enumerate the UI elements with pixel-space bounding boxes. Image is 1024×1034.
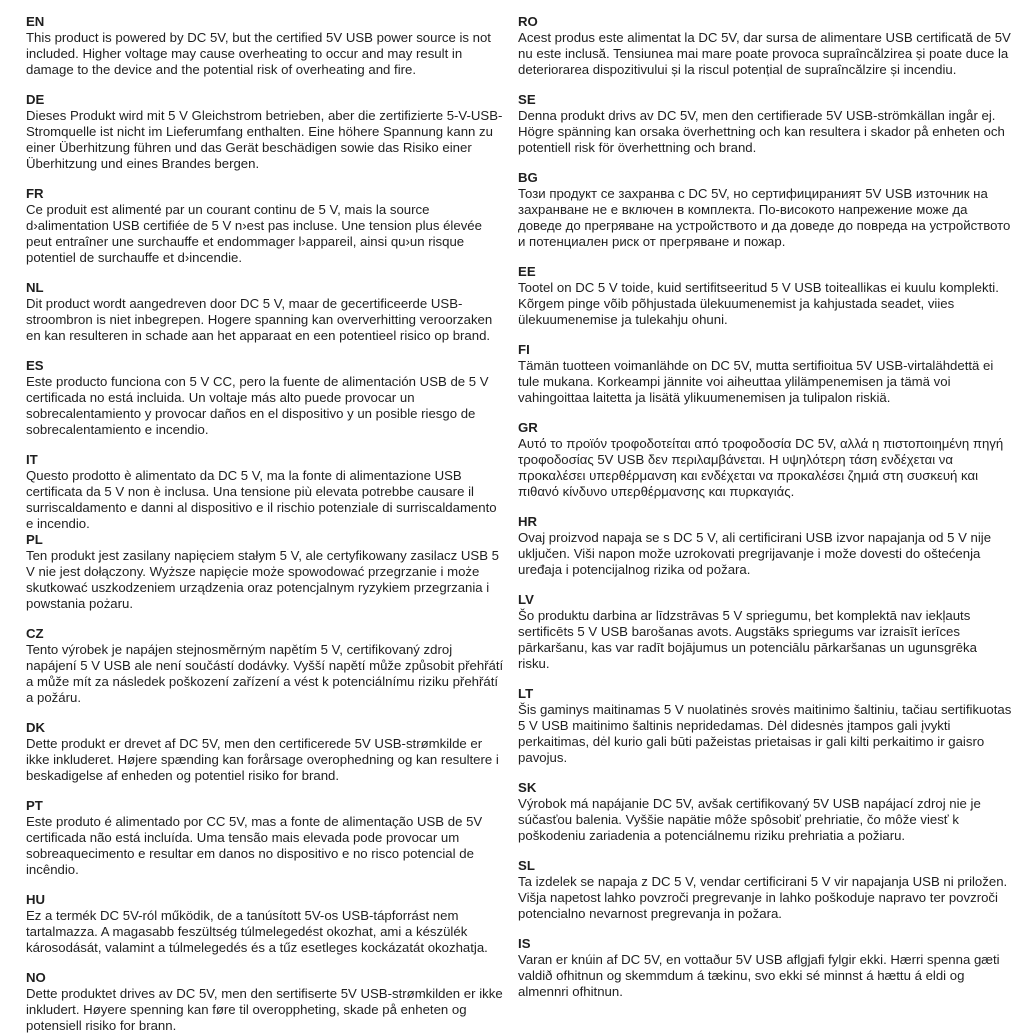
language-paragraph: Denna produkt drivs av DC 5V, men den certifierade 5V USB-strömkällan ingår ej. Högre spänning kan orsaka överhettning och kan resultera i skador på enheten och potentiell risk för överhettning och brand.	[518, 108, 1005, 155]
language-code-heading: LT	[518, 686, 534, 701]
language-paragraph: Dette produkt er drevet af DC 5V, men den certificerede 5V USB-strømkilde er ikke inkluderet. Højere spænding kan forårsage overophedning og kan resultere i beskadigelse af enheden og potentiel risiko for brand.	[26, 736, 499, 783]
language-code-heading: SE	[518, 92, 536, 107]
language-section-is	[518, 936, 1012, 1000]
language-section-fi	[518, 342, 1012, 406]
language-section-bg	[518, 170, 1012, 250]
column-left	[26, 14, 506, 1033]
language-code-heading: DE	[26, 92, 45, 107]
language-paragraph: Dieses Produkt wird mit 5 V Gleichstrom betrieben, aber die zertifizierte 5-V-USB-Stromquelle ist nicht im Lieferumfang enthalten. Eine höhere Spannung kann zu einer Überhitzung führen und das Gerät beschädigen sowie das Risiko einer Überhitzung und eines Brandes bergen.	[26, 108, 503, 171]
language-paragraph: Този продукт се захранва с DC 5V, но сертифицираният 5V USB източник на захранване не е включен в комплекта. По-високото напрежение може да доведе до прегряване на устройството и да доведе до повреда на устройството и потенциален риск от прегряване и пожар.	[518, 186, 1011, 249]
language-section-es	[26, 358, 506, 438]
language-section-sk	[518, 780, 1012, 844]
language-section-pt	[26, 798, 506, 878]
language-section-fr	[26, 186, 506, 266]
language-paragraph: Ez a termék DC 5V-ról működik, de a tanúsított 5V-os USB-tápforrást nem tartalmazza. A magasabb feszültség túlmelegedést okozhat, ami a készülék károsodását, valamint a túlmelegedés és a tűz esetleges kockázatát okozhatja.	[26, 908, 488, 955]
language-code-heading: LV	[518, 592, 534, 607]
language-code-heading: ES	[26, 358, 44, 373]
language-section-se	[518, 92, 1012, 156]
language-code-heading: RO	[518, 14, 538, 29]
language-section-lv	[518, 592, 1012, 672]
language-section-dk	[26, 720, 506, 784]
language-code-heading: NO	[26, 970, 46, 985]
language-paragraph: Acest produs este alimentat la DC 5V, dar sursa de alimentare USB certificată de 5V nu este inclusă. Tensiunea mai mare poate provoca supraîncălzirea și poate duce la deteriorarea dispozitivului și la riscul potențial de supraîncălzire și incendiu.	[518, 30, 1011, 77]
language-section-ro	[518, 14, 1012, 78]
language-paragraph: Questo prodotto è alimentato da DC 5 V, ma la fonte di alimentazione USB certificata da 5 V non è inclusa. Una tensione più elevata potrebbe causare il surriscaldamento e danni al dispositivo e il rischio potenziale di surriscaldamento e incendio.	[26, 468, 497, 531]
language-code-heading: PL	[26, 532, 43, 547]
language-section-de	[26, 92, 506, 172]
language-code-heading: NL	[26, 280, 44, 295]
language-section-nl	[26, 280, 506, 344]
language-section-hr	[518, 514, 1012, 578]
language-paragraph: Šis gaminys maitinamas 5 V nuolatinės srovės maitinimo šaltiniu, tačiau sertifikuotas 5 V USB maitinimo šaltinis nepridedamas. Dėl didesnės įtampos gali įvykti perkaitimas, dėl kurio gali būti pažeistas prietaisas ir gali kilti perkaitimo ir gaisro pavojus.	[518, 702, 1012, 765]
language-paragraph: Dette produktet drives av DC 5V, men den sertifiserte 5V USB-strømkilden er ikke inkludert. Høyere spenning kan føre til overoppheting, skade på enheten og potensiell risiko for brann.	[26, 986, 503, 1033]
language-section-gr	[518, 420, 1012, 500]
language-section-sl	[518, 858, 1012, 922]
language-paragraph: Este produto é alimentado por CC 5V, mas a fonte de alimentação USB de 5V certificada não está incluída. Uma tensão mais elevada pode provocar um sobreaquecimento e resultar em danos no dispositivo e no risco potencial de incêndio.	[26, 814, 483, 877]
language-paragraph: Tento výrobek je napájen stejnosměrným napětím 5 V, certifikovaný zdroj napájení 5 V USB ale není součástí dodávky. Vyšší napětí může způsobit přehřátí a může mít za následek poškození zařízení a vést k potenciálnímu riziku přehřátí a požáru.	[26, 642, 504, 705]
language-code-heading: SK	[518, 780, 537, 795]
language-code-heading: FI	[518, 342, 530, 357]
language-paragraph: Tootel on DC 5 V toide, kuid sertifitseeritud 5 V USB toiteallikas ei kuulu komplekti. Kõrgem pinge võib põhjustada ülekuumenemist ja kahjustada seadet, viies ülekuumenemise ja tulekahju ohuni.	[518, 280, 999, 327]
language-code-heading: HU	[26, 892, 46, 907]
language-paragraph: Αυτό το προϊόν τροφοδοτείται από τροφοδοσία DC 5V, αλλά η πιστοποιημένη πηγή τροφοδοσίας 5V USB δεν περιλαμβάνεται. Η υψηλότερη τάση ενδέχεται να προκαλέσει υπερθέρμανση και ενδέχεται να προκαλέσει ζημιά στη συσκευή και πιθανό κίνδυνο υπερθέρμανσης και πυρκαγιάς.	[518, 436, 1004, 499]
language-paragraph: Ovaj proizvod napaja se s DC 5 V, ali certificirani USB izvor napajanja od 5 V nije uključen. Viši napon može uzrokovati pregrijavanje i može dovesti do oštećenja uređaja i potencijalnog rizika od požara.	[518, 530, 992, 577]
language-section-lt	[518, 686, 1012, 766]
language-section-pl	[26, 532, 506, 612]
language-paragraph: This product is powered by DC 5V, but the certified 5V USB power source is not included. Higher voltage may cause overheating to occur and may result in damage to the device and the potential risk of overheating and fire.	[26, 30, 491, 77]
language-paragraph: Dit product wordt aangedreven door DC 5 V, maar de gecertificeerde USB-stroombron is niet inbegrepen. Hogere spanning kan oververhitting veroorzaken en kan resulteren in schade aan het apparaat en een potentieel risico op brand.	[26, 296, 493, 343]
column-right	[518, 14, 1012, 1024]
language-code-heading: PT	[26, 798, 43, 813]
language-section-en	[26, 14, 506, 78]
language-code-heading: GR	[518, 420, 538, 435]
language-code-heading: DK	[26, 720, 46, 735]
language-paragraph: Výrobok má napájanie DC 5V, avšak certifikovaný 5V USB napájací zdroj nie je súčasťou balenia. Vyššie napätie môže spôsobiť prehriatie, čo môže viesť k poškodeniu zariadenia a potenciálnemu riziku prehriatia a požiaru.	[518, 796, 981, 843]
language-paragraph: Varan er knúin af DC 5V, en vottaður 5V USB aflgjafi fylgir ekki. Hærri spenna gæti valdið ofhitnun og skemmdum á tækinu, svo ekki sé minnst á hættu á eldi og almennri ofhitnun.	[518, 952, 1000, 999]
language-section-no	[26, 970, 506, 1034]
language-section-ee	[518, 264, 1012, 328]
language-paragraph: Tämän tuotteen voimanlähde on DC 5V, mutta sertifioitua 5V USB-virtalähdettä ei tule mukana. Korkeampi jännite voi aiheuttaa ylilämpenemisen ja tämä voi vahingoittaa laitetta ja lisätä ylikuumenemisen ja tulipalon riskiä.	[518, 358, 994, 405]
language-section-cz	[26, 626, 506, 706]
language-code-heading: BG	[518, 170, 538, 185]
language-section-hu	[26, 892, 506, 956]
language-paragraph: Ta izdelek se napaja z DC 5 V, vendar certificirani 5 V vir napajanja USB ni priložen. Višja napetost lahko povzroči pregrevanje in lahko poškoduje napravo ter povzroči potencialno nevarnost pregrevanja in požara.	[518, 874, 1008, 921]
language-code-heading: IT	[26, 452, 38, 467]
language-paragraph: Ce produit est alimenté par un courant continu de 5 V, mais la source d›alimentation USB certifiée de 5 V n›est pas incluse. Une tension plus élevée peut entraîner une surchauffe et endommager l›appareil, ainsi qu›un risque potentiel de surchauffe et d›incendie.	[26, 202, 482, 265]
language-code-heading: FR	[26, 186, 44, 201]
language-section-it	[26, 452, 506, 532]
language-paragraph: Este producto funciona con 5 V CC, pero la fuente de alimentación USB de 5 V certificada no está incluida. Un voltaje más alto puede provocar un sobrecalentamiento y provocar daños en el dispositivo y un posible riesgo de sobrecalentamiento e incendio.	[26, 374, 489, 437]
language-paragraph: Ten produkt jest zasilany napięciem stałym 5 V, ale certyfikowany zasilacz USB 5 V nie jest dołączony. Wyższe napięcie może spowodować przegrzanie i może skutkować uszkodzeniem urządzenia oraz potencjalnym ryzykiem przegrzania i powstania pożaru.	[26, 548, 500, 611]
language-paragraph: Šo produktu darbina ar līdzstrāvas 5 V spriegumu, bet komplektā nav iekļauts sertificēts 5 V USB barošanas avots. Augstāks spriegums var izraisīt ierīces pārkaršanu, kas var radīt bojājumus un potenciālu pārkaršanas un ugunsgrēka risku.	[518, 608, 977, 671]
language-code-heading: HR	[518, 514, 538, 529]
language-code-heading: CZ	[26, 626, 44, 641]
language-code-heading: IS	[518, 936, 531, 951]
language-code-heading: EN	[26, 14, 45, 29]
language-code-heading: EE	[518, 264, 536, 279]
language-code-heading: SL	[518, 858, 535, 873]
